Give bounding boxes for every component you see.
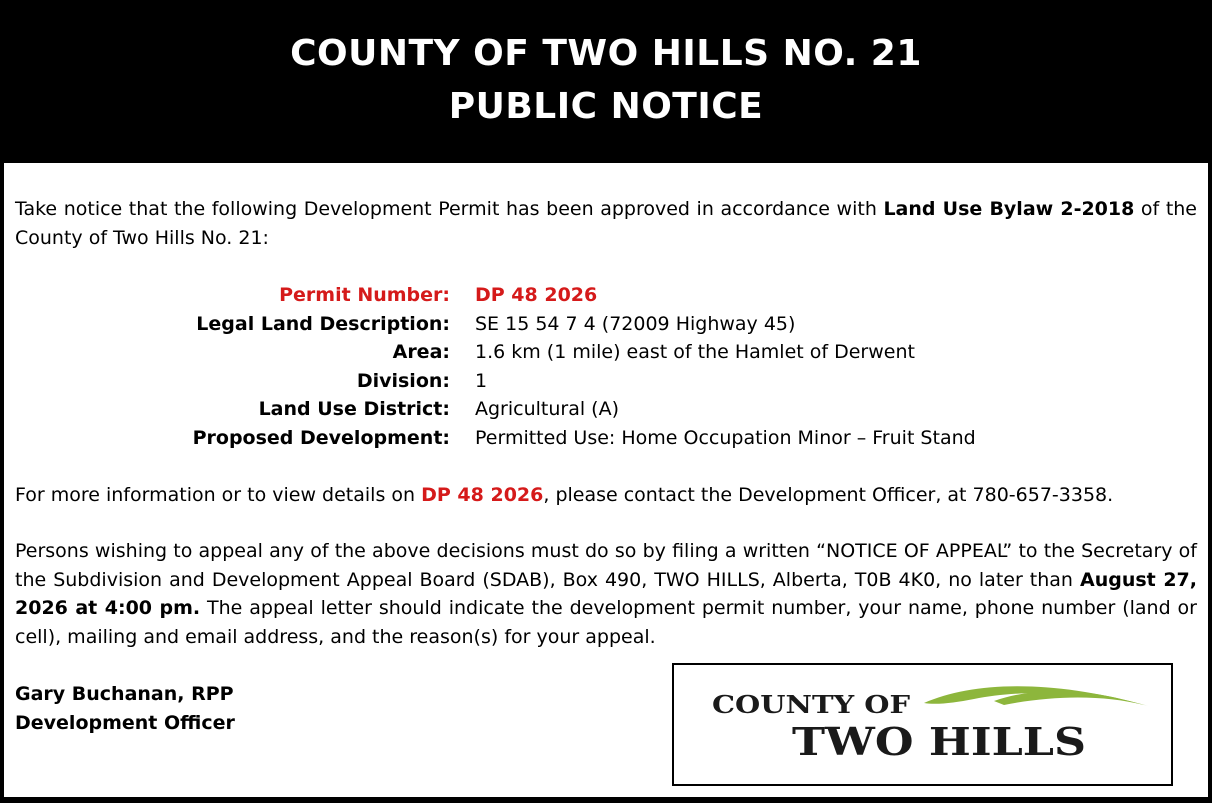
intro-paragraph [15, 195, 1197, 252]
intro-text-b: of the County of Two Hills No. 21: [15, 198, 1197, 249]
intro-text-a: Take notice that the following Development Permit has been approved in accordance with [15, 198, 884, 220]
info-paragraph [15, 481, 1197, 510]
detail-value: SE 15 54 7 4 (72009 Highway 45) [475, 312, 796, 335]
detail-row-area [4, 338, 1208, 367]
info-text-a: For more information or to view details on [15, 484, 422, 506]
detail-label: Division: [356, 369, 450, 392]
header-county-title: COUNTY OF TWO HILLS NO. 21 [290, 33, 922, 74]
logo-line1: COUNTY OF [712, 690, 910, 719]
detail-label: Proposed Development: [192, 427, 450, 449]
detail-value: Permitted Use: Home Occupation Minor – Fruit Stand [475, 427, 976, 449]
appeal-deadline: August 27, 2026 at 4:00 pm. [15, 568, 1197, 620]
notice-body [4, 163, 1208, 797]
info-permit-number: DP 48 2026 [421, 484, 544, 506]
appeal-paragraph [15, 537, 1197, 651]
detail-label: Area: [392, 341, 450, 364]
appeal-text-b: The appeal letter should indicate the development permit number, your name, phone number (land or cell), mailing and email address, and the reason(s) for your appeal. [15, 597, 1197, 648]
signature-block [15, 680, 235, 737]
notice-header [0, 0, 1212, 163]
bylaw-reference: Land Use Bylaw 2-2018 [883, 198, 1135, 220]
detail-value: 1.6 km (1 mile) east of the Hamlet of Derwent [475, 341, 915, 364]
info-text-b: , please contact the Development Officer, at 780-657-3358. [543, 484, 1114, 506]
signature-title: Development Officer [15, 711, 235, 734]
detail-row-legal-land [4, 310, 1208, 339]
detail-label: Land Use District: [258, 398, 450, 421]
county-logo [672, 663, 1173, 786]
signature-name: Gary Buchanan, RPP [15, 683, 234, 705]
detail-value: 1 [475, 369, 488, 392]
county-logo-graphic [674, 665, 1171, 784]
detail-value: Agricultural (A) [475, 398, 620, 421]
detail-value: DP 48 2026 [475, 284, 598, 306]
detail-label: Legal Land Description: [196, 312, 450, 335]
appeal-text-a: Persons wishing to appeal any of the above decisions must do so by filing a written “NOTICE OF APPEAL” to the Secretary of the Subdivision and Development Appeal Board (SDAB), Box 490, TWO HILLS, Alberta, T0B 4K0, no later than [15, 540, 1197, 591]
detail-row-proposed-development [4, 424, 1208, 453]
detail-row-land-use-district [4, 395, 1208, 424]
detail-row-permit-number [4, 281, 1208, 310]
detail-row-division [4, 367, 1208, 396]
detail-label: Permit Number: [279, 284, 450, 306]
header-notice-title: PUBLIC NOTICE [448, 86, 764, 127]
logo-line2: TWO HILLS [792, 719, 1086, 764]
